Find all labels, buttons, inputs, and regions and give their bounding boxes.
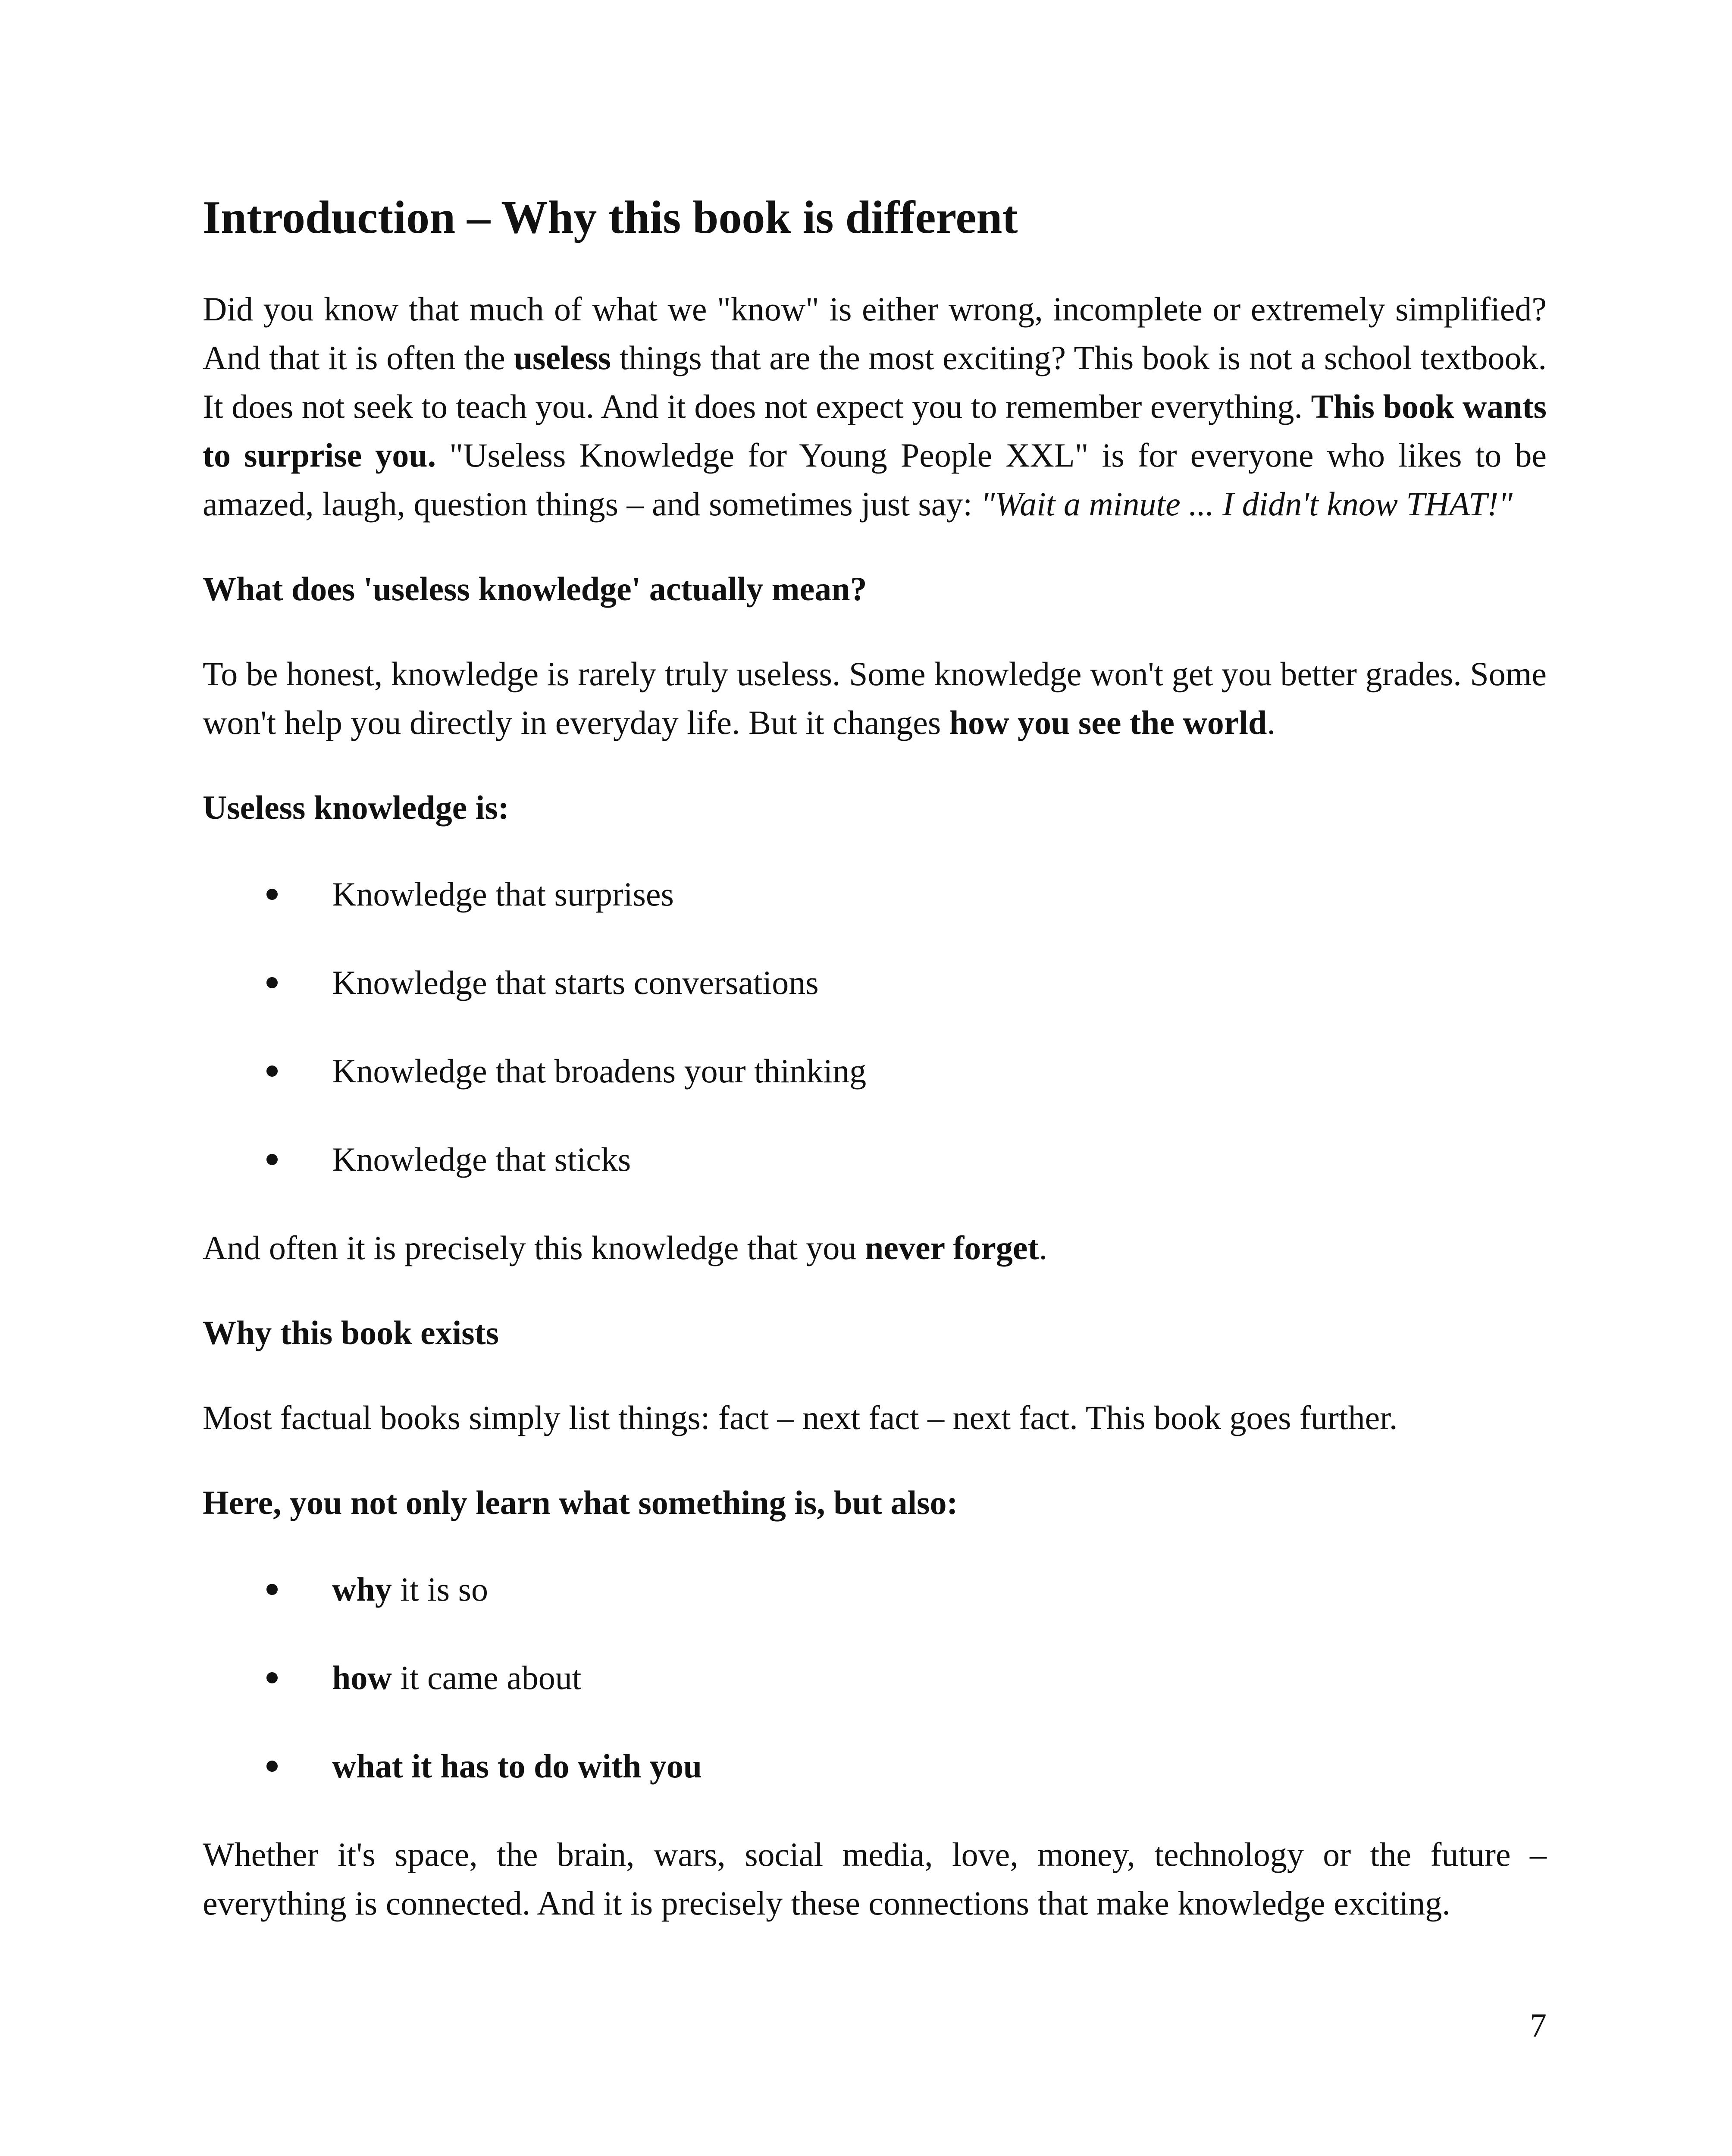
heading-why-book-exists: Why this book exists bbox=[203, 1313, 499, 1351]
list-item-text: Knowledge that broadens your thinking bbox=[332, 1052, 867, 1090]
list-item-bold: why bbox=[332, 1570, 392, 1608]
intro-text-1: Did you know that much of what we "know" is either wrong, incomplete or extremely simplified? And that it is often the bbox=[203, 290, 1547, 376]
chapter-title: Introduction – Why this book is different bbox=[203, 192, 1018, 243]
list-item-bold: how bbox=[332, 1658, 392, 1696]
bullet-icon bbox=[266, 1065, 278, 1077]
meaning-paragraph bbox=[203, 649, 1547, 747]
list-item-text: it came about bbox=[392, 1658, 582, 1696]
intro-bold-useless: useless bbox=[514, 338, 611, 376]
learn-list bbox=[203, 1565, 1547, 1790]
bullet-icon bbox=[266, 1672, 278, 1683]
list-item-text: Knowledge that surprises bbox=[332, 875, 674, 913]
list-item bbox=[203, 1653, 1547, 1702]
never-forget-text-2: . bbox=[1039, 1228, 1047, 1266]
page-number: 7 bbox=[1530, 2006, 1547, 2044]
never-forget-text-1: And often it is precisely this knowledge that you bbox=[203, 1228, 865, 1266]
list-item-text: Knowledge that starts conversations bbox=[332, 963, 819, 1001]
list-item-bold: what it has to do with you bbox=[332, 1747, 702, 1785]
heading-here-you-learn: Here, you not only learn what something is, but also: bbox=[203, 1483, 958, 1521]
meaning-bold-world: how you see the world bbox=[949, 703, 1267, 741]
list-item bbox=[203, 870, 1547, 918]
heading-useless-is: Useless knowledge is: bbox=[203, 788, 509, 826]
never-forget-paragraph bbox=[203, 1223, 1547, 1272]
list-item bbox=[203, 958, 1547, 1007]
never-forget-bold: never forget bbox=[864, 1228, 1039, 1266]
bullet-icon bbox=[266, 1761, 278, 1772]
bullet-icon bbox=[266, 1154, 278, 1165]
closing-paragraph: Whether it's space, the brain, wars, social media, love, money, technology or the future – everything is connected. And it is precisely these connections that make knowledge exciting. bbox=[203, 1835, 1547, 1922]
intro-paragraph bbox=[203, 285, 1547, 528]
list-item bbox=[203, 1742, 1547, 1790]
heading-useless-meaning: What does 'useless knowledge' actually mean? bbox=[203, 570, 867, 608]
list-item bbox=[203, 1047, 1547, 1095]
bullet-icon bbox=[266, 1584, 278, 1595]
intro-text-3: "Useless Knowledge for Young People XXL" is for everyone who likes to be amazed, laugh, question things – and sometimes just say: bbox=[203, 436, 1547, 523]
list-item bbox=[203, 1135, 1547, 1184]
page-content bbox=[203, 190, 1547, 1927]
list-item-text: it is so bbox=[392, 1570, 488, 1608]
list-item bbox=[203, 1565, 1547, 1614]
meaning-text-2: . bbox=[1267, 703, 1275, 741]
intro-italic-quote: "Wait a minute ... I didn't know THAT!" bbox=[980, 485, 1513, 523]
list-item-text: Knowledge that sticks bbox=[332, 1140, 631, 1178]
intro-text-2: things that are the most exciting? This book is not a school textbook. It does not seek to teach you. And it does not expect you to remember everything. bbox=[203, 338, 1547, 425]
meaning-text-1: To be honest, knowledge is rarely truly useless. Some knowledge won't get you better grades. Some won't help you directly in everyday life. But it changes bbox=[203, 655, 1547, 741]
bullet-icon bbox=[266, 977, 278, 988]
book-exists-paragraph: Most factual books simply list things: fact – next fact – next fact. This book goes further. bbox=[203, 1398, 1398, 1436]
intro-bold-surprise: This book wants to surprise you. bbox=[203, 387, 1547, 474]
bullet-icon bbox=[266, 889, 278, 900]
useless-knowledge-list bbox=[203, 870, 1547, 1184]
